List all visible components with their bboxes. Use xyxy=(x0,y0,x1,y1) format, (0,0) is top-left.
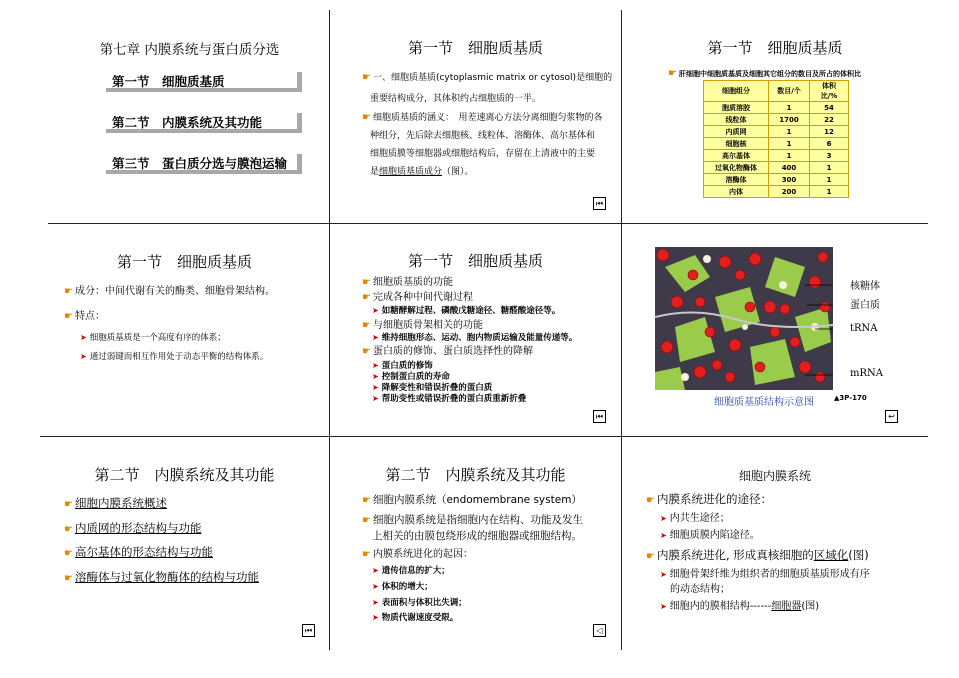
paragraph-2-line-2: 种组分，先后除去细胞核、线粒体、溶酶体、高尔基体和 xyxy=(370,131,596,141)
slide-3 xyxy=(622,12,928,222)
lysosome-link-row xyxy=(64,569,259,587)
table-cell: 1 xyxy=(810,186,849,198)
table-cell: 1 xyxy=(810,162,849,174)
bullet-icon: ☛ xyxy=(362,515,371,526)
bullet-icon: ☛ xyxy=(646,495,655,506)
cytoskeleton-line-2: 的动态结构； xyxy=(670,584,730,595)
overview-link-row xyxy=(64,495,167,513)
table-row xyxy=(704,150,849,162)
table-cell: 300 xyxy=(769,174,810,186)
cytoplasm-matrix-link[interactable]: 细胞质基质成分 xyxy=(379,167,443,177)
slide-9 xyxy=(622,438,928,650)
feature-item: ➤ 通过弱键而相互作用处于动态平衡的结构体系。 xyxy=(80,352,269,362)
paragraph-1-line-2: 重要结构成分，其体积约占细胞质的一半。 xyxy=(370,94,542,104)
table-row xyxy=(704,126,849,138)
paragraph-2-line-1: ☛ 细胞质基质的涵义： 用差速离心方法分离细胞匀浆物的各 xyxy=(362,112,603,123)
slide-title: 第一节 细胞质基质 xyxy=(407,39,543,57)
bullet-icon: ☛ xyxy=(362,346,371,357)
slide-title: 第一节 细胞质基质 xyxy=(407,252,543,270)
arrow-icon: ➤ xyxy=(372,394,379,403)
table-cell: 400 xyxy=(769,162,810,174)
slide-title: 第二节 内膜系统及其功能 xyxy=(94,466,275,484)
table-header-row xyxy=(704,81,849,102)
label-ribosome: 核糖体 xyxy=(850,281,880,292)
bullet-icon: ☛ xyxy=(64,311,73,322)
slide-8 xyxy=(330,438,621,650)
table-cell: 1 xyxy=(810,174,849,186)
bullet-icon: ☛ xyxy=(362,320,371,331)
table-cell: 胞质溶胶 xyxy=(704,102,769,114)
arrow-icon: ➤ xyxy=(372,582,379,591)
table-cell: 内体 xyxy=(704,186,769,198)
table-cell: 1 xyxy=(769,150,810,162)
slide-title: 第二节 内膜系统及其功能 xyxy=(385,466,566,484)
table-cell: 内质网 xyxy=(704,126,769,138)
arrow-icon: ➤ xyxy=(80,333,87,342)
table-cell: 22 xyxy=(810,114,849,126)
origin-item: ➤ 物质代谢速度受限。 xyxy=(372,613,459,623)
back-to-start-icon[interactable]: ⏮ xyxy=(593,197,606,210)
bullet-icon: ☛ xyxy=(64,524,73,535)
function-heading: ☛ 蛋白质的修饰、蛋白质选择性的降解 xyxy=(362,346,533,357)
bullet-icon: ☛ xyxy=(362,72,371,83)
table-header: 细胞组分 xyxy=(704,81,769,102)
cytoplasm-structure-illustration xyxy=(655,247,833,390)
function-heading: ☛ 与细胞质骨架相关的功能 xyxy=(362,320,483,331)
function-detail: ➤ 维持细胞形态、运动、胞内物质运输及能量传递等。 xyxy=(372,333,578,343)
table-cell: 细胞核 xyxy=(704,138,769,150)
table-header: 体积比/% xyxy=(810,81,849,102)
definition-line-2: 上相关的由膜包绕形成的细胞器或细胞结构。 xyxy=(372,530,582,542)
bullet-icon: ☛ xyxy=(64,499,73,510)
function-detail: ➤ 如糖酵解过程、磷酸戊糖途径、糖醛酸途径等。 xyxy=(372,306,561,316)
definition-heading: ☛ 细胞内膜系统（endomembrane system） xyxy=(362,494,582,506)
cytoskeleton-line-1: ➤ 细胞骨架纤维为组织者的细胞质基质形成有序 xyxy=(660,569,870,580)
function-heading: ☛ 细胞质基质的功能 xyxy=(362,277,453,288)
function-heading: ☛ 完成各种中间代谢过程 xyxy=(362,292,473,303)
return-icon[interactable]: ↩ xyxy=(885,410,898,423)
composition-line: ☛ 成分：中间代谢有关的酶类、细胞骨架结构。 xyxy=(64,286,275,297)
function-detail: ➤ 降解变性和错误折叠的蛋白质 xyxy=(372,383,493,393)
table-cell: 过氧化物酶体 xyxy=(704,162,769,174)
slide-4 xyxy=(40,225,329,435)
arrow-icon: ➤ xyxy=(372,598,379,607)
component-volume-table xyxy=(703,80,849,198)
table-cell: 1700 xyxy=(769,114,810,126)
arrow-icon: ➤ xyxy=(660,602,667,611)
compartmentalization-link[interactable]: 区域化 xyxy=(813,548,849,562)
bullet-icon: ☛ xyxy=(64,573,73,584)
origin-item: ➤ 遗传信息的扩大； xyxy=(372,566,450,576)
label-mrna: mRNA xyxy=(850,368,883,379)
arrow-icon: ➤ xyxy=(372,306,379,315)
slide-title: 细胞内膜系统 xyxy=(738,469,811,483)
bullet-icon: ☛ xyxy=(362,292,371,303)
slide-7 xyxy=(40,438,329,650)
arrow-icon: ➤ xyxy=(372,383,379,392)
lysosome-peroxisome-link[interactable]: 溶酶体与过氧化物酶体的结构与功能 xyxy=(74,570,259,584)
function-detail: ➤ 控制蛋白质的寿命 xyxy=(372,372,450,382)
paragraph-2-line-3: 细胞质膜等细胞器或细胞结构后，存留在上清液中的主要 xyxy=(370,149,596,159)
organelle-line: ➤ 细胞内的膜相结构------细胞器(图) xyxy=(660,601,820,612)
golgi-link[interactable]: 高尔基体的形态结构与功能 xyxy=(74,545,213,559)
evolution-path-item: ➤ 内共生途径； xyxy=(660,513,730,524)
arrow-icon: ➤ xyxy=(660,531,667,540)
paragraph-1-line-1: ☛ 一、细胞质基质(cytoplasmic matrix or cytosol)是细胞的 xyxy=(362,72,613,83)
er-link-row xyxy=(64,520,201,538)
previous-icon[interactable]: ◁ xyxy=(593,624,606,637)
endomembrane-overview-link[interactable]: 细胞内膜系统概述 xyxy=(74,496,167,510)
evolution-path-item: ➤ 细胞质膜内陷途径。 xyxy=(660,530,760,541)
slide-2 xyxy=(330,12,621,222)
table-cell: 溶酶体 xyxy=(704,174,769,186)
arrow-icon: ➤ xyxy=(660,514,667,523)
paragraph-2-line-4: 是细胞质基质成分（图）。 xyxy=(370,167,474,177)
origin-item: ➤ 表面积与体积比失调； xyxy=(372,598,467,608)
slide-6 xyxy=(622,225,928,435)
bullet-icon: ☛ xyxy=(362,549,371,560)
arrow-icon: ➤ xyxy=(372,372,379,381)
table-cell: 1 xyxy=(769,138,810,150)
divider-horizontal-1 xyxy=(48,223,928,224)
definition-line-1: ☛ 细胞内膜系统是指细胞内在结构、功能及发生 xyxy=(362,514,583,526)
table-cell: 1 xyxy=(769,126,810,138)
compartmentalization-line: ☛ 内膜系统进化, 形成真核细胞的区域化(图) xyxy=(646,548,869,562)
section-1-link[interactable]: 第一节 细胞质基质 xyxy=(106,72,302,92)
feature-item: ➤ 细胞质基质是一个高度有序的体系； xyxy=(80,333,226,343)
table-cell: 6 xyxy=(810,138,849,150)
table-cell: 200 xyxy=(769,186,810,198)
bullet-icon: ☛ xyxy=(362,112,371,123)
bullet-icon: ☛ xyxy=(646,551,655,562)
table-cell: 线粒体 xyxy=(704,114,769,126)
table-caption: ☛ 肝细胞中细胞质基质及细胞其它组分的数目及所占的体积比 xyxy=(668,68,861,79)
table-header: 数目/个 xyxy=(769,81,810,102)
divider-horizontal-2 xyxy=(40,436,928,437)
table-row xyxy=(704,114,849,126)
bullet-icon: ☛ xyxy=(362,495,371,506)
golgi-link-row xyxy=(64,544,213,562)
origin-item: ➤ 体积的增大； xyxy=(372,582,433,592)
table-row xyxy=(704,102,849,114)
table-cell: 54 xyxy=(810,102,849,114)
chapter-title: 第七章 内膜系统与蛋白质分选 xyxy=(99,42,280,58)
origin-heading: ☛ 内膜系统进化的起因： xyxy=(362,549,473,560)
table-row xyxy=(704,138,849,150)
bullet-icon: ☛ xyxy=(362,277,371,288)
arrow-icon: ➤ xyxy=(372,613,379,622)
arrow-icon: ➤ xyxy=(372,361,379,370)
slide-title: 第一节 细胞质基质 xyxy=(116,253,252,271)
function-detail: ➤ 蛋白质的修饰 xyxy=(372,361,433,371)
arrow-icon: ➤ xyxy=(372,566,379,575)
slide-1 xyxy=(40,12,329,222)
arrow-icon: ➤ xyxy=(372,333,379,342)
endoplasmic-reticulum-link[interactable]: 内质网的形态结构与功能 xyxy=(74,521,202,535)
label-protein: 蛋白质 xyxy=(850,300,880,311)
function-detail: ➤ 帮助变性或错误折叠的蛋白质重新折叠 xyxy=(372,394,527,404)
back-to-start-icon[interactable]: ⏮ xyxy=(302,624,315,637)
figure-caption: 细胞质基质结构示意图 xyxy=(714,397,814,408)
bullet-icon: ☛ xyxy=(668,68,677,79)
table-row xyxy=(704,174,849,186)
arrow-icon: ➤ xyxy=(660,570,667,579)
organelle-link[interactable]: 细胞器 xyxy=(771,601,802,612)
slide-5 xyxy=(330,225,621,435)
arrow-icon: ➤ xyxy=(80,352,87,361)
features-label: ☛ 特点： xyxy=(64,311,105,322)
evolution-path-heading: ☛ 内膜系统进化的途径： xyxy=(646,492,772,506)
table-cell: 12 xyxy=(810,126,849,138)
slide-title: 第一节 细胞质基质 xyxy=(707,39,843,57)
table-cell: 高尔基体 xyxy=(704,150,769,162)
bullet-icon: ☛ xyxy=(64,548,73,559)
section-2-link[interactable]: 第二节 内膜系统及其功能 xyxy=(106,113,302,133)
section-3-link[interactable]: 第三节 蛋白质分选与膜泡运输 xyxy=(106,154,302,174)
back-to-start-icon[interactable]: ⏮ xyxy=(593,410,606,423)
bullet-icon: ☛ xyxy=(64,286,73,297)
table-cell: 3 xyxy=(810,150,849,162)
table-row xyxy=(704,162,849,174)
label-trna: tRNA xyxy=(850,323,878,334)
figure-reference: ▲3P-170 xyxy=(834,394,867,402)
table-cell: 1 xyxy=(769,102,810,114)
table-row xyxy=(704,186,849,198)
